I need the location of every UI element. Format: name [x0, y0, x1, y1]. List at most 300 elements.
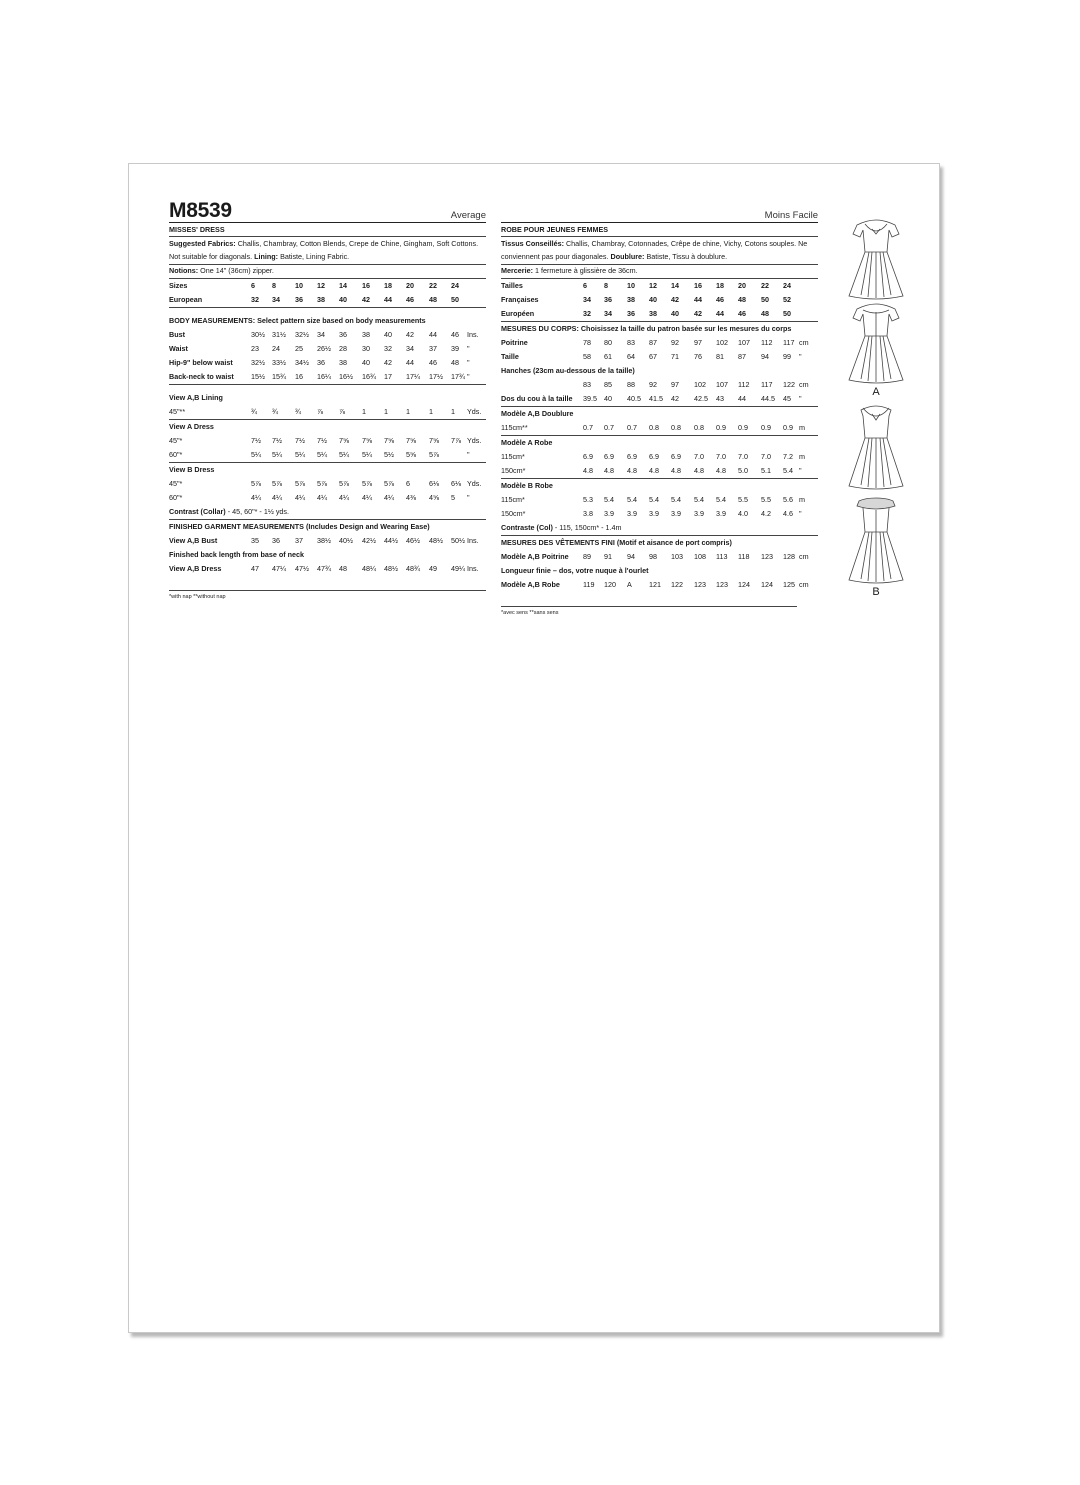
table-cell: 39.5 — [583, 394, 597, 403]
table-cell: 5¼ — [362, 450, 372, 459]
table-cell: 24 — [272, 344, 280, 353]
table-cell: 6⅛ — [429, 479, 439, 488]
table-cell: 6.9 — [627, 452, 637, 461]
table-row — [501, 550, 818, 564]
table-cell: 36 — [272, 536, 280, 545]
table-cell: 5⅞ — [362, 479, 372, 488]
table-cell: 5¼ — [251, 450, 261, 459]
table-cell: 38 — [362, 330, 370, 339]
table-cell: ⅞ — [339, 407, 345, 416]
table-cell: 107 — [738, 338, 750, 347]
table-row — [501, 507, 818, 521]
lining-text: Batiste, Tissu à doublure. — [646, 251, 728, 261]
row-label: View A,B Dress — [169, 564, 222, 573]
table-cell: 10 — [627, 281, 635, 290]
table-cell: 5.4 — [649, 495, 659, 504]
table-cell: 22 — [761, 281, 769, 290]
table-cell: 0.8 — [694, 423, 704, 432]
table-cell: 5¼ — [295, 450, 305, 459]
sizes-block — [501, 279, 818, 322]
notions-label: Notions: — [169, 266, 199, 275]
body-measurements-heading: BODY MEASUREMENTS: Select pattern size based on body measurements — [169, 316, 426, 325]
table-cell: 5¼ — [317, 450, 327, 459]
back-length-heading: Longueur finie – dos, votre nuque à l'ourlet — [501, 566, 649, 575]
table-cell: 123 — [716, 580, 728, 589]
table-row — [169, 534, 486, 548]
table-cell: 44½ — [384, 536, 398, 545]
table-cell: 18 — [716, 281, 724, 290]
table-cell: 1 — [384, 407, 388, 416]
table-cell: 4.8 — [627, 466, 637, 475]
table-cell: 122 — [671, 580, 683, 589]
row-label: 45"* — [169, 479, 183, 488]
table-cell: 1 — [406, 407, 410, 416]
table-cell: 34 — [583, 295, 591, 304]
table-cell: 3.9 — [694, 509, 704, 518]
table-cell: 48 — [429, 295, 437, 304]
contrast-text: - 115, 150cm* - 1.4m — [552, 523, 622, 532]
table-cell: 38 — [627, 295, 635, 304]
table-cell: 48¾ — [406, 564, 420, 573]
table-cell: 4¼ — [384, 493, 394, 502]
table-cell: 24 — [783, 281, 791, 290]
row-label: 150cm* — [501, 509, 526, 518]
table-cell: 81 — [716, 352, 724, 361]
table-row — [169, 370, 486, 385]
table-cell: 128 — [783, 552, 795, 561]
table-cell: 4.6 — [783, 509, 793, 518]
table-cell: ¾ — [272, 407, 278, 416]
contrast-text: - 45, 60"* - 1½ yds. — [225, 507, 289, 516]
row-label: Dos du cou à la taille — [501, 394, 573, 403]
table-cell: 5¼ — [339, 450, 349, 459]
table-cell: 32½ — [295, 330, 309, 339]
table-cell: 17½ — [429, 372, 443, 381]
table-cell: 44 — [406, 358, 414, 367]
pattern-envelope-back — [128, 163, 940, 1333]
table-cell: 36 — [604, 295, 612, 304]
table-cell: 5⅞ — [429, 450, 439, 459]
table-cell: 118 — [738, 552, 750, 561]
table-cell: 36 — [339, 330, 347, 339]
table-cell: 20 — [406, 281, 414, 290]
table-cell: 45 — [783, 394, 791, 403]
table-cell: 48 — [339, 564, 347, 573]
table-cell: 46 — [429, 358, 437, 367]
table-cell: 87 — [738, 352, 746, 361]
table-cell: 34 — [272, 295, 280, 304]
table-cell: 4.2 — [761, 509, 771, 518]
table-cell: 28 — [339, 344, 347, 353]
table-cell: 5⅞ — [317, 479, 327, 488]
table-row — [169, 328, 486, 342]
table-cell: 15¾ — [272, 372, 286, 381]
table-cell: 36 — [295, 295, 303, 304]
table-cell: 46 — [451, 330, 459, 339]
table-cell: 34½ — [295, 358, 309, 367]
row-label: 45"** — [169, 407, 186, 416]
table-cell: 5¼ — [272, 450, 282, 459]
table-cell: 7.0 — [716, 452, 726, 461]
table-cell: 16 — [295, 372, 303, 381]
robe-a-heading: Modèle A Robe — [501, 438, 553, 447]
table-row — [169, 342, 486, 356]
table-cell: 17¼ — [406, 372, 420, 381]
table-row — [501, 336, 818, 350]
table-row — [169, 356, 486, 370]
table-cell: 26½ — [317, 344, 331, 353]
table-cell: 10 — [295, 281, 303, 290]
table-cell: 34 — [604, 309, 612, 318]
row-label: Tailles — [501, 281, 523, 290]
table-cell: 38 — [317, 295, 325, 304]
table-cell: 5.4 — [694, 495, 704, 504]
table-cell: 88 — [627, 380, 635, 389]
view-a-dress-table — [169, 434, 486, 463]
lining-table — [169, 405, 486, 420]
table-cell: 44.5 — [761, 394, 775, 403]
table-row — [501, 450, 818, 464]
table-row — [501, 350, 818, 364]
table-cell: 22 — [429, 281, 437, 290]
table-cell: 7½ — [272, 436, 282, 445]
table-cell: 47¾ — [317, 564, 331, 573]
table-cell: 23 — [251, 344, 259, 353]
table-cell: 112 — [738, 380, 750, 389]
table-cell: 3.9 — [716, 509, 726, 518]
robe-b-table — [501, 493, 818, 521]
finished-heading: FINISHED GARMENT MEASUREMENTS (Includes Design and Wearing Ease) — [169, 522, 430, 531]
table-cell: 12 — [649, 281, 657, 290]
table-unit: " — [799, 509, 802, 518]
table-row — [501, 392, 818, 407]
hanches-heading: Hanches (23cm au-dessous de la taille) — [501, 366, 635, 375]
table-cell: 8 — [272, 281, 276, 290]
table-cell: 14 — [671, 281, 679, 290]
table-cell: 50 — [783, 309, 791, 318]
table-unit: m — [799, 452, 805, 461]
table-cell: 5.3 — [583, 495, 593, 504]
table-cell: 42 — [671, 295, 679, 304]
row-label: Back-neck to waist — [169, 372, 234, 381]
table-cell: 108 — [694, 552, 706, 561]
table-cell: 0.8 — [649, 423, 659, 432]
difficulty-label: Average — [450, 210, 486, 221]
table-cell: 4.8 — [649, 466, 659, 475]
table-cell: 4¼ — [317, 493, 327, 502]
table-cell: 71 — [671, 352, 679, 361]
table-cell: 5⅞ — [384, 479, 394, 488]
notions-text: One 14" (36cm) zipper. — [200, 266, 274, 275]
table-cell: 0.9 — [761, 423, 771, 432]
table-cell: 40 — [362, 358, 370, 367]
table-cell: 7.0 — [761, 452, 771, 461]
table-unit: " — [467, 372, 470, 381]
table-cell: 112 — [761, 338, 773, 347]
table-cell: 5 — [451, 493, 455, 502]
table-cell: 4¼ — [295, 493, 305, 502]
table-unit: cm — [799, 338, 809, 347]
table-cell: 7⅝ — [362, 436, 372, 445]
table-cell: 103 — [671, 552, 683, 561]
table-cell: 0.9 — [716, 423, 726, 432]
table-cell: 18 — [384, 281, 392, 290]
table-cell: 7⅝ — [406, 436, 416, 445]
table-cell: 48½ — [384, 564, 398, 573]
body-measurements-heading: MESURES DU CORPS: Choisissez la taille du patron basée sur les mesures du corps — [501, 324, 792, 333]
table-cell: 124 — [761, 580, 773, 589]
table-cell: 61 — [604, 352, 612, 361]
table-cell: 48 — [451, 358, 459, 367]
table-row — [501, 279, 818, 293]
table-cell: 48 — [738, 295, 746, 304]
table-cell: 78 — [583, 338, 591, 347]
table-cell: 83 — [627, 338, 635, 347]
table-unit: " — [467, 493, 470, 502]
table-cell: 7⅞ — [451, 436, 461, 445]
table-cell: 99 — [783, 352, 791, 361]
table-row — [501, 578, 818, 592]
table-cell: 42 — [384, 358, 392, 367]
table-row — [501, 378, 818, 392]
row-label: Françaises — [501, 295, 539, 304]
table-cell: 48¼ — [362, 564, 376, 573]
table-cell: 38 — [649, 309, 657, 318]
contrast-label: Contraste (Col) — [501, 523, 553, 532]
row-label: View A,B Bust — [169, 536, 218, 545]
table-cell: 7½ — [295, 436, 305, 445]
table-cell: 40 — [604, 394, 612, 403]
table-cell: 1 — [451, 407, 455, 416]
table-cell: 14 — [339, 281, 347, 290]
view-a-back-dress-illustration — [841, 300, 911, 386]
view-b-label: B — [872, 586, 880, 598]
table-cell: 94 — [761, 352, 769, 361]
table-cell: 35 — [251, 536, 259, 545]
table-unit: cm — [799, 580, 809, 589]
table-cell: A — [627, 580, 632, 589]
view-b-dress-table — [169, 477, 486, 505]
table-cell: 113 — [716, 552, 728, 561]
table-cell: 44 — [429, 330, 437, 339]
table-cell: 0.9 — [738, 423, 748, 432]
fabrics-label: Suggested Fabrics: — [169, 239, 236, 248]
table-cell: 30 — [362, 344, 370, 353]
row-label: Poitrine — [501, 338, 528, 347]
table-unit: Ins. — [467, 536, 479, 545]
table-cell: 42.5 — [694, 394, 708, 403]
table-cell: 25 — [295, 344, 303, 353]
table-unit: m — [799, 423, 805, 432]
table-cell: 0.8 — [671, 423, 681, 432]
table-cell: 3.8 — [583, 509, 593, 518]
table-cell: 50½ — [451, 536, 465, 545]
table-cell: 47¼ — [272, 564, 286, 573]
table-cell: 119 — [583, 580, 595, 589]
table-cell: 5.4 — [716, 495, 726, 504]
table-cell: 42½ — [362, 536, 376, 545]
row-label: Sizes — [169, 281, 188, 290]
table-cell: 7⅝ — [384, 436, 394, 445]
table-cell: 94 — [627, 552, 635, 561]
table-cell: 24 — [451, 281, 459, 290]
row-label: Bust — [169, 330, 185, 339]
lining-text: Batiste, Lining Fabric. — [280, 251, 350, 261]
row-label: Modèle A,B Robe — [501, 580, 560, 589]
table-cell: 7.0 — [694, 452, 704, 461]
table-cell: 37 — [295, 536, 303, 545]
table-cell: 67 — [649, 352, 657, 361]
table-cell: 16 — [694, 281, 702, 290]
view-a-front-dress-illustration — [841, 216, 911, 300]
pattern-code: M8539 — [169, 199, 232, 222]
sizes-block — [169, 279, 486, 308]
table-cell: 5.4 — [783, 466, 793, 475]
table-cell: 44 — [738, 394, 746, 403]
table-row — [169, 293, 486, 308]
row-label: 115cm** — [501, 423, 528, 432]
table-cell: 40 — [671, 309, 679, 318]
table-cell: 32½ — [251, 358, 265, 367]
table-unit: " — [467, 358, 470, 367]
table-cell: 58 — [583, 352, 591, 361]
table-cell: 43 — [716, 394, 724, 403]
table-cell: 46 — [738, 309, 746, 318]
table-cell: 97 — [671, 380, 679, 389]
table-cell: 6.9 — [604, 452, 614, 461]
fabrics-text: Challis, Chambray, Cotonnades, Crêpe de chine, Vichy, Cotons souples. Ne conviennent pas pour diagonales. — [501, 239, 808, 261]
back-length-heading: Finished back length from base of neck — [169, 550, 304, 559]
table-row — [169, 405, 486, 420]
table-cell: 4¼ — [339, 493, 349, 502]
fabrics-label: Tissus Conseillés: — [501, 239, 564, 248]
table-cell: 0.7 — [583, 423, 593, 432]
table-unit: " — [799, 394, 802, 403]
table-cell: 40 — [384, 330, 392, 339]
footnote: *with nap **without nap — [169, 594, 226, 600]
contrast-label: Contrast (Collar) — [169, 507, 226, 516]
table-cell: 17 — [384, 372, 392, 381]
table-cell: 7½ — [317, 436, 327, 445]
table-cell: 39 — [451, 344, 459, 353]
table-unit: Yds. — [467, 407, 482, 416]
view-a-dress-heading: View A Dress — [169, 422, 214, 431]
row-label: 115cm* — [501, 452, 525, 461]
table-cell: 44 — [694, 295, 702, 304]
contrast-row — [501, 521, 818, 536]
table-cell: 5.4 — [627, 495, 637, 504]
row-label: 115cm* — [501, 495, 525, 504]
table-cell: ¾ — [251, 407, 257, 416]
table-cell: 89 — [583, 552, 591, 561]
table-cell: 85 — [604, 380, 612, 389]
table-cell: 83 — [583, 380, 591, 389]
table-cell: 36 — [627, 309, 635, 318]
finished-heading: MESURES DES VÊTEMENTS FINI (Motif et aisance de port compris) — [501, 538, 732, 547]
lining-label: Doublure: — [610, 251, 645, 261]
table-cell: 4.8 — [671, 466, 681, 475]
row-label: 60"* — [169, 493, 183, 502]
notions-label: Mercerie: — [501, 266, 533, 275]
table-cell: 0.7 — [627, 423, 637, 432]
table-unit: " — [467, 344, 470, 353]
notions — [169, 265, 486, 279]
table-cell: 76 — [694, 352, 702, 361]
table-row — [169, 477, 486, 491]
table-row — [169, 448, 486, 463]
table-cell: 92 — [671, 338, 679, 347]
table-cell: 5.0 — [738, 466, 748, 475]
table-cell: 40½ — [339, 536, 353, 545]
table-cell: 117 — [783, 338, 795, 347]
table-cell: 5⅞ — [295, 479, 305, 488]
lining-label: Lining: — [254, 251, 279, 261]
table-cell: 92 — [649, 380, 657, 389]
row-label: 150cm* — [501, 466, 526, 475]
view-b-front-dress-illustration — [841, 398, 911, 492]
table-cell: 44 — [716, 309, 724, 318]
table-cell: 49¼ — [451, 564, 465, 573]
contrast-row — [169, 505, 486, 520]
table-cell: 4¼ — [362, 493, 372, 502]
table-cell: 5⅝ — [406, 450, 416, 459]
table-cell: 0.7 — [604, 423, 614, 432]
table-unit: " — [467, 450, 470, 459]
table-cell: 31½ — [272, 330, 286, 339]
suggested-fabrics — [169, 237, 486, 265]
view-b-dress-heading: View B Dress — [169, 465, 215, 474]
row-label: Waist — [169, 344, 188, 353]
row-label: 45"* — [169, 436, 183, 445]
table-cell: 42 — [362, 295, 370, 304]
table-cell: 8 — [604, 281, 608, 290]
fabrics-text: Challis, Chambray, Cotton Blends, Crepe de Chine, Gingham, Soft Cottons. Not suitable for diagonals. — [169, 239, 479, 261]
table-cell: 47 — [251, 564, 259, 573]
table-cell: 120 — [604, 580, 616, 589]
table-cell: 1 — [429, 407, 433, 416]
table-unit: Ins. — [467, 330, 479, 339]
table-cell: 102 — [694, 380, 706, 389]
table-cell: 5⅞ — [251, 479, 261, 488]
table-cell: 37 — [429, 344, 437, 353]
difficulty-label: Moins Facile — [764, 210, 818, 221]
table-cell: 16¼ — [317, 372, 331, 381]
view-b-back-dress-illustration — [841, 492, 911, 586]
table-cell: 125 — [783, 580, 795, 589]
table-cell: 107 — [716, 380, 728, 389]
table-cell: 30½ — [251, 330, 265, 339]
table-unit: " — [799, 466, 802, 475]
table-row — [501, 421, 818, 436]
table-cell: 91 — [604, 552, 612, 561]
table-cell: 47½ — [295, 564, 309, 573]
table-cell: 123 — [694, 580, 706, 589]
table-cell: 44 — [384, 295, 392, 304]
table-cell: 3.9 — [604, 509, 614, 518]
footnote-divider — [501, 606, 797, 607]
table-cell: 16¾ — [362, 372, 376, 381]
table-cell: 7⅝ — [339, 436, 349, 445]
table-cell: 3.9 — [649, 509, 659, 518]
table-cell: 50 — [761, 295, 769, 304]
table-cell: 6 — [251, 281, 255, 290]
header-row — [169, 200, 486, 223]
table-cell: 42 — [671, 394, 679, 403]
table-cell: 87 — [649, 338, 657, 347]
table-cell: 64 — [627, 352, 635, 361]
table-cell: 4¼ — [272, 493, 282, 502]
table-cell: 4.0 — [738, 509, 748, 518]
